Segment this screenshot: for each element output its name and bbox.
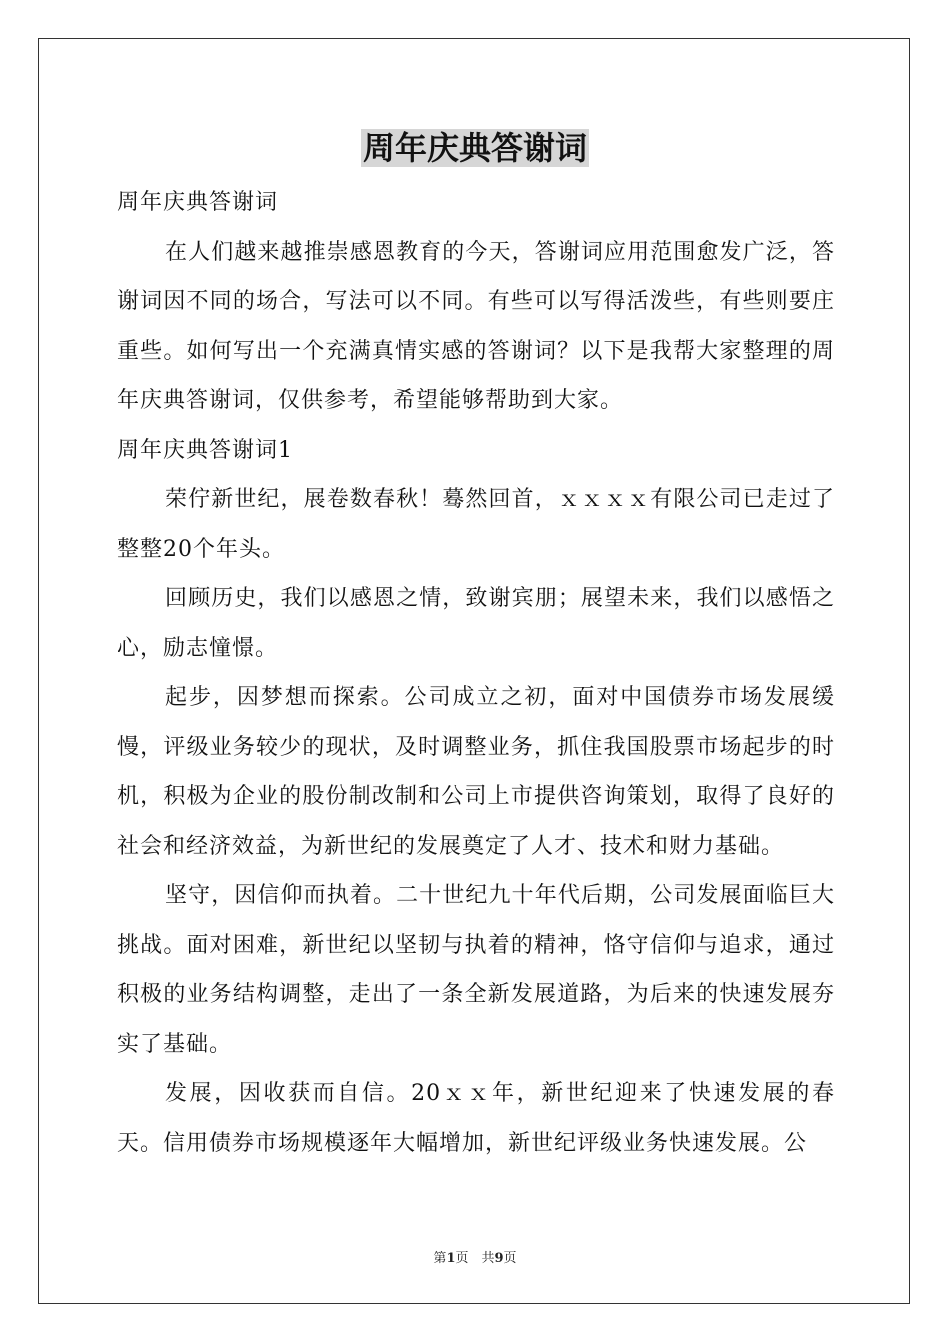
paragraph: 荣佇新世纪，展卷数春秋！蓦然回首，ｘｘｘｘ有限公司已走过了整整20个年头。 — [117, 487, 835, 562]
paragraph: 发展，因收获而自信。20ｘｘ年，新世纪迎来了快速发展的春天。信用债券市场规模逐年大幅增加，新世纪评级业务快速发展。公 — [117, 1081, 835, 1156]
document-title — [0, 126, 950, 170]
page-suffix: 页 — [503, 1251, 517, 1266]
paragraph: 回顾历史，我们以感恩之情，致谢宾朋；展望未来，我们以感悟之心，励志憧憬。 — [117, 586, 835, 661]
paragraph: 起步，因梦想而探索。公司成立之初，面对中国债券市场发展缓慢，评级业务较少的现状，及时调整业务，抓住我国股票市场起步的时机，积极为企业的股份制改制和公司上市提供咨询策划，取得了良好的社会和经济效益，为新世纪的发展奠定了人才、技术和财力基础。 — [117, 685, 835, 859]
paragraph: 坚守，因信仰而执着。二十世纪九十年代后期，公司发展面临巨大挑战。面对困难，新世纪以坚韧与执着的精神，恪守信仰与追求，通过积极的业务结构调整，走出了一条全新发展道路，为后来的快速发展夯实了基础。 — [117, 883, 835, 1057]
paragraph: 在人们越来越推崇感恩教育的今天，答谢词应用范围愈发广泛，答谢词因不同的场合，写法可以不同。有些可以写得活泼些，有些则要庄重些。如何写出一个充满真情实感的答谢词？以下是我帮大家整理的周年庆典答谢词，仅供参考，希望能够帮助到大家。 — [117, 239, 835, 413]
page-mid: 页 共 — [455, 1251, 495, 1266]
paragraph: 周年庆典答谢词 — [117, 190, 279, 215]
total-page-number: 9 — [494, 1251, 504, 1266]
document-body — [117, 178, 835, 1168]
page-footer — [0, 1250, 950, 1268]
section-heading: 周年庆典答谢词1 — [117, 437, 293, 463]
page-prefix: 第 — [433, 1251, 447, 1266]
current-page-number: 1 — [446, 1251, 456, 1266]
title-text: 周年庆典答谢词 — [362, 129, 587, 167]
